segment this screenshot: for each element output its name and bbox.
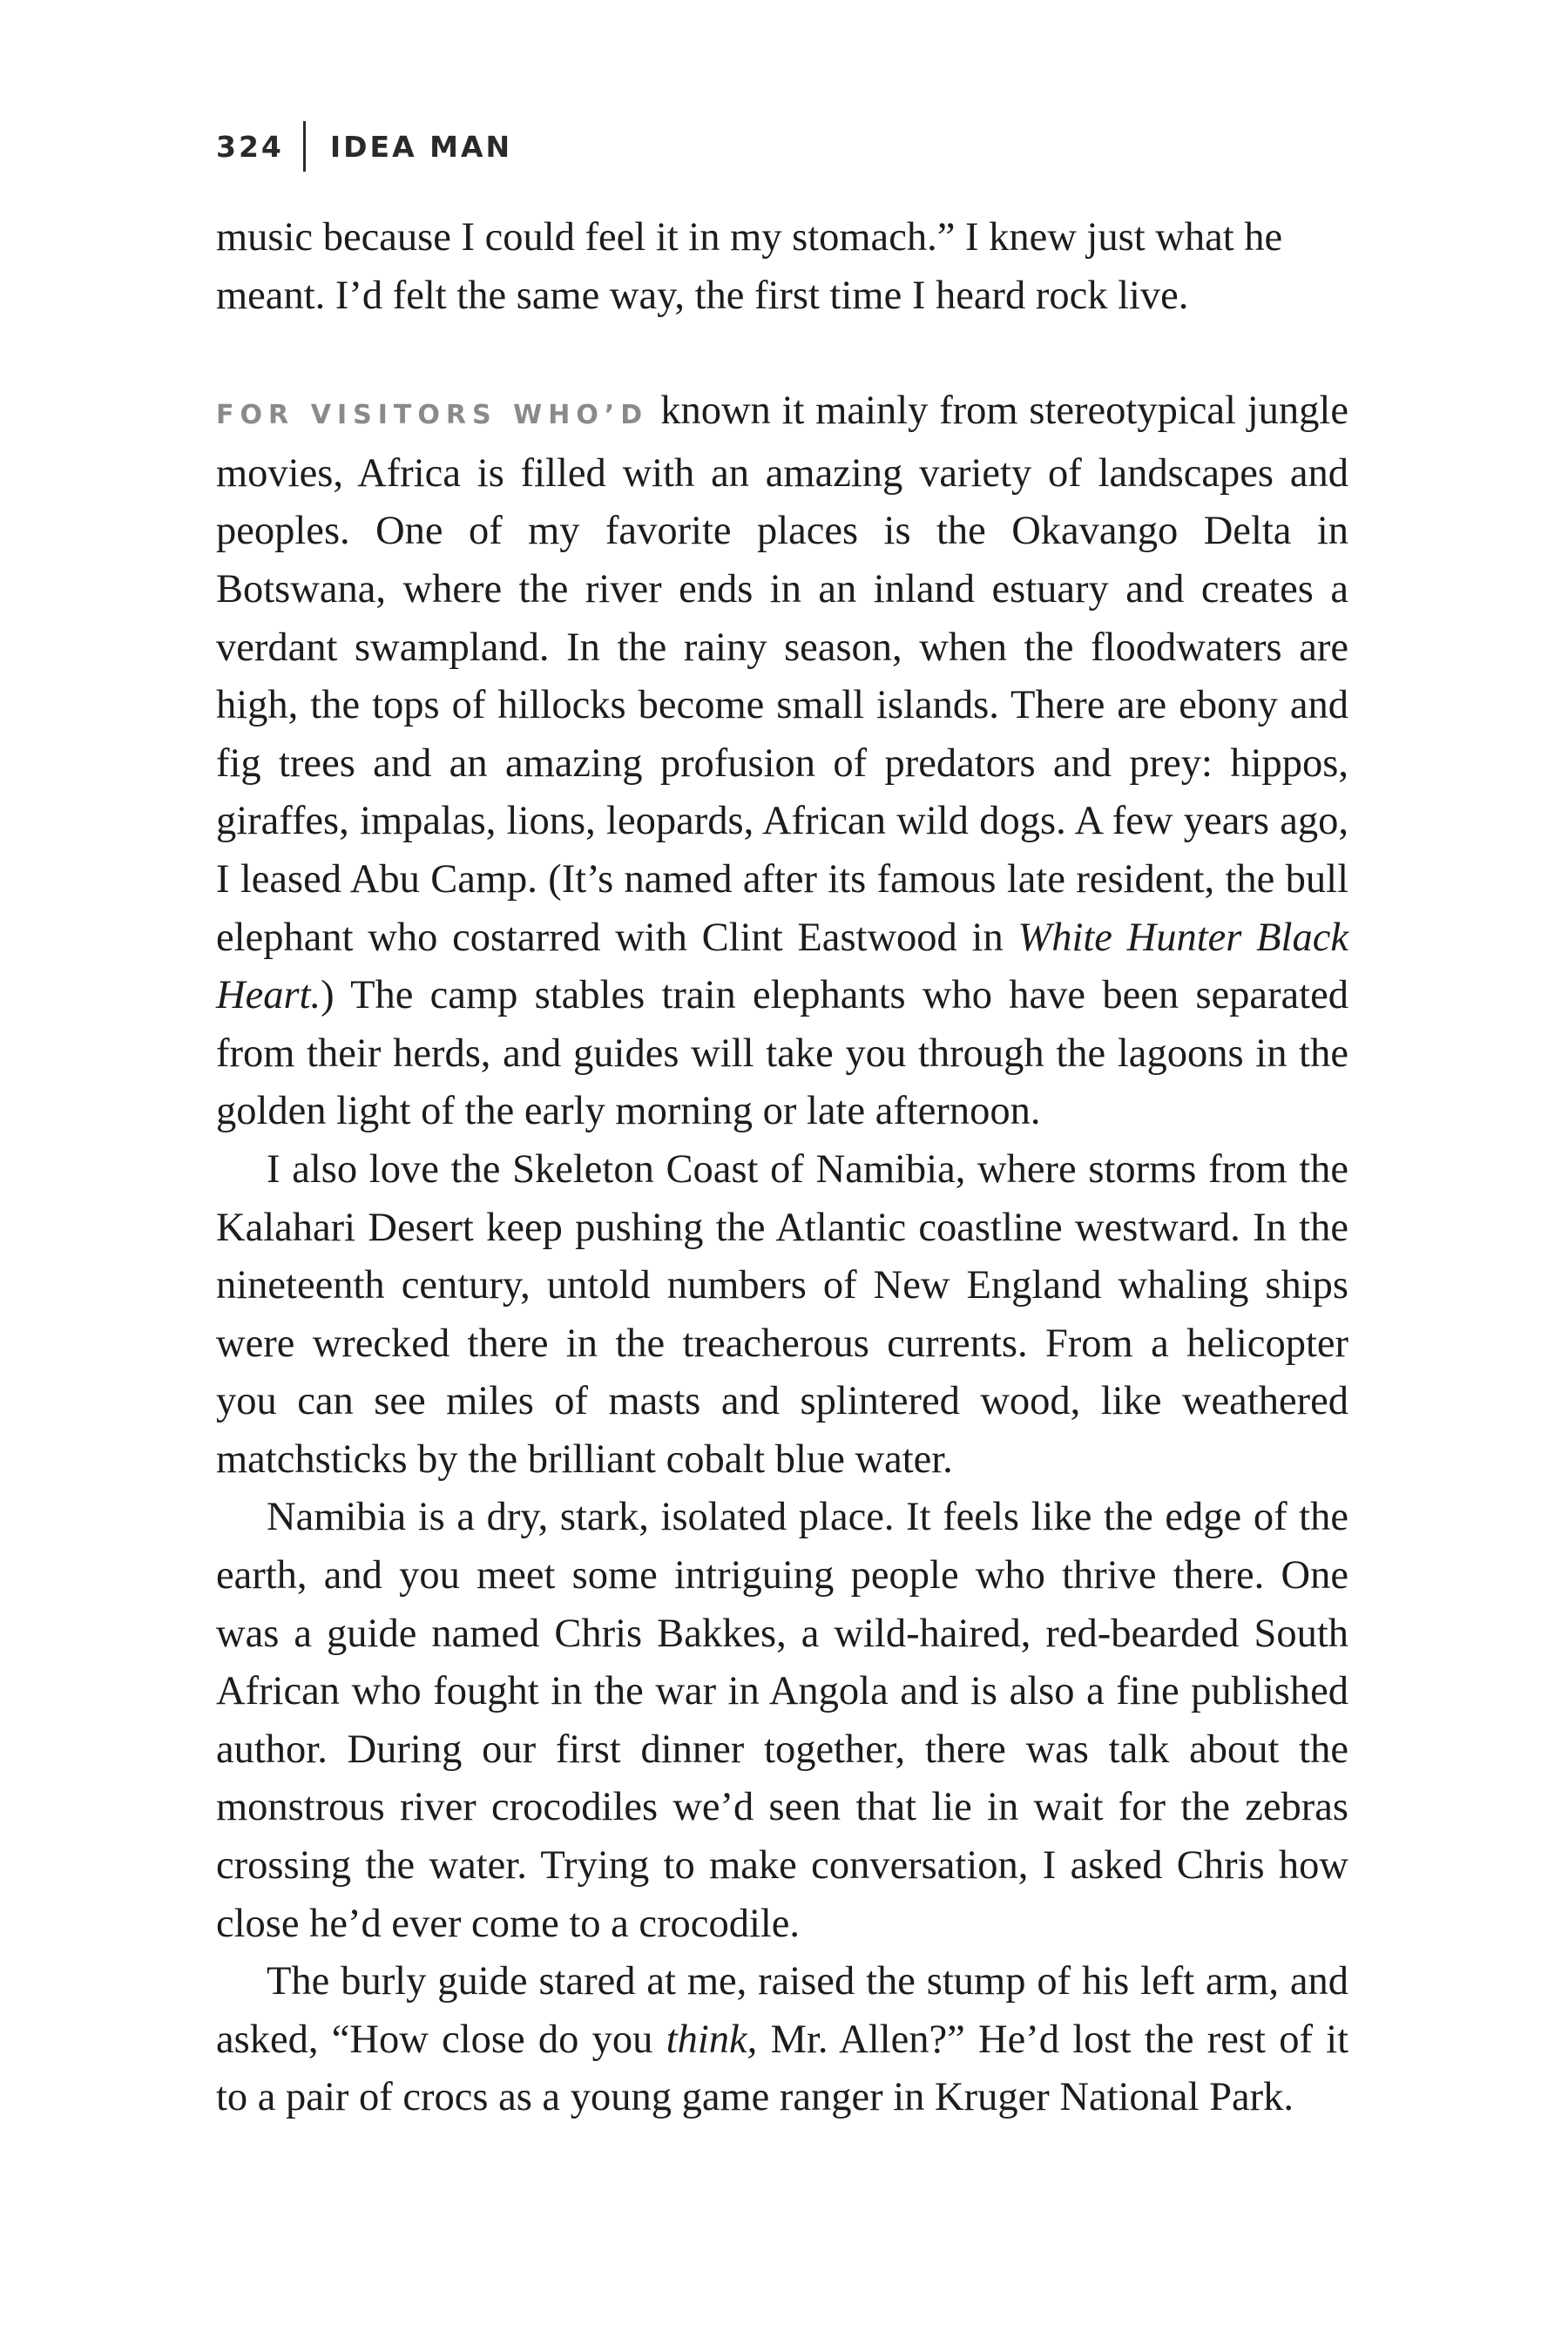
film-title: White Hunter Black Heart. [216, 915, 1348, 1018]
paragraph-section-opening: FOR VISITORS WHO’D known it mainly from stereotypical jungle movies, Africa is filled with an amazing variety of landscapes and peoples. One of my favorite places is the Okavango Delta in Botswana, where the river ends in an inland estuary and creates a verdant swampland. In the rainy season, when the floodwaters are high, the tops of hillocks become small islands. There are ebony and fig trees and an amazing profusion of predators and prey: hippos, giraffes, impalas, lions, leopards, African wild dogs. A few years ago, I leased Abu Camp. (It’s named after its famous late resident, the bull elephant who costarred with Clint Eastwood in White Hunter Black Heart.) The camp stables train elephants who have been separated from their herds, and guides will take you through the lagoons in the golden light of the early morning or late afternoon. [216, 389, 1348, 1134]
header-divider [303, 121, 306, 172]
body-text [216, 209, 1348, 2127]
paragraph-skeleton-coast: I also love the Skeleton Coast of Namibia, where storms from the Kalahari Desert keep pushing the Atlantic coastline westward. In the nineteenth century, untold numbers of New England whaling ships were wrecked there in the treacherous currents. From a helicopter you can see miles of masts and splintered wood, like weathered matchsticks by the brilliant cobalt blue water. [216, 1146, 1348, 1482]
paragraph-burly-guide: The burly guide stared at me, raised the stump of his left arm, and asked, “How close do you think, Mr. Allen?” He’d lost the rest of it to a pair of crocs as a young game ranger in Kruger National Park. [216, 1959, 1349, 2120]
paragraph-continuation: music because I could feel it in my stomach.” I knew just what he meant. I’d felt the same way, the first time I heard rock live. [216, 215, 1283, 318]
emphasis: think, [666, 2017, 758, 2062]
running-head [216, 124, 512, 169]
paragraph-namibia: Namibia is a dry, stark, isolated place. It feels like the edge of the earth, and you meet some intriguing people who thrive there. One was a guide named Chris Bakkes, a wild-haired, red-bearded South African who fought in the war in Angola and is also a fine published author. During our first dinner together, there was talk about the monstrous river crocodiles we’d seen that lie in wait for the zebras crossing the water. Trying to make conversation, I asked Chris how close he’d ever come to a crocodile. [216, 1495, 1348, 1946]
page-number: 324 [216, 129, 284, 164]
section-lead-in: FOR VISITORS WHO’D [216, 400, 649, 431]
book-title: IDEA MAN [329, 129, 513, 164]
